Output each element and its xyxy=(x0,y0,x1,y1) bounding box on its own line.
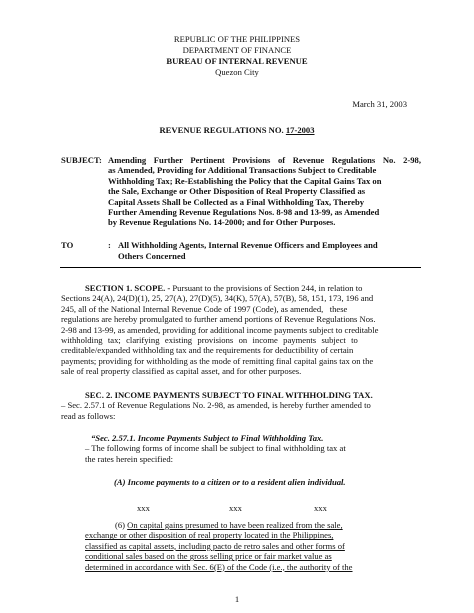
paragraph-6-line: conditional sales based on the gross selling price or fair market value as xyxy=(85,551,332,562)
section-1-line: Sections 24(A), 24(D)(1), 25, 27(A), 27(D)(5), 34(K), 57(A), 57(B), 58, 151, 173, 196 and xyxy=(61,293,374,304)
quoted-line: the rates herein specified: xyxy=(85,453,174,464)
subject-line: as Amended, Providing for Additional Transactions Subject to Creditable xyxy=(108,165,377,176)
page-number: 1 xyxy=(234,594,240,604)
section-2-line: – Sec. 2.57.1 of Revenue Regulations No. 2-98, as amended, is hereby further amended to xyxy=(61,400,371,411)
regulation-number: 17-2003 xyxy=(285,125,315,135)
header-city: Quezon City xyxy=(215,67,259,77)
subject-line: by Revenue Regulations No. 14-2000; and for Other Purposes. xyxy=(108,217,336,228)
paragraph-6-line: determined in accordance with Sec. 6(E) of the Code (i.e., the authority of the xyxy=(85,561,353,572)
section-1-first-line xyxy=(61,283,423,293)
section-1 xyxy=(61,283,423,377)
subheading-a: (A) Income payments to a citizen or to a resident alien individual. xyxy=(114,477,346,487)
paragraph-6-line: classified as capital assets, including pacto de retro sales and other forms of xyxy=(85,540,345,551)
to-colon: : xyxy=(108,240,111,250)
section-1-line: regulations are hereby promulgated to further amend portions of Revenue Regulations Nos. xyxy=(61,314,376,325)
section-1-line: withholding tax; clarifying existing provisions on income payments subject to xyxy=(61,335,358,346)
paragraph-6-line: exchange or other disposition of real property located in the Philippines, xyxy=(85,530,334,541)
section-1-line: Pursuant to the provisions of Section 244, in relation to xyxy=(172,283,363,293)
subject-text xyxy=(108,155,421,228)
quoted-section xyxy=(85,433,423,464)
paragraph-6 xyxy=(85,520,423,572)
paragraph-6-line: (6) On capital gains presumed to have been realized from the sale, xyxy=(115,520,343,530)
section-1-line: 2-98 and 13-99, as amended, providing for additional income payments subject to creditable xyxy=(61,324,379,335)
header-bureau: BUREAU OF INTERNAL REVENUE xyxy=(166,56,308,66)
section-1-line: sale of real property classified as capital asset, and for other purposes. xyxy=(61,366,302,377)
to-line-1: All Withholding Agents, Internal Revenue Officers and Employees and xyxy=(118,240,378,250)
to-line-2: Others Concerned xyxy=(118,250,186,261)
section-1-line: payments; providing for withholding as the mode of remitting final capital gains tax on the xyxy=(61,355,374,366)
section-2-heading: SEC. 2. INCOME PAYMENTS SUBJECT TO FINAL WITHHOLDING TAX. xyxy=(85,390,373,400)
subject-line: Amending Further Pertinent Provisions of Revenue Regulations No. 2-98, xyxy=(108,155,421,165)
ellipsis-marker: xxx xyxy=(314,503,327,513)
subject-line: the Sale, Exchange or Other Disposition of Real Property Classified as xyxy=(108,186,366,197)
header-department: DEPARTMENT OF FINANCE xyxy=(182,45,292,55)
quoted-line: – The following forms of income shall be subject to final withholding tax at xyxy=(85,443,346,454)
section-1-heading: SECTION 1. SCOPE. - xyxy=(85,283,171,293)
divider-line xyxy=(60,267,421,268)
ellipsis-marker: xxx xyxy=(229,503,242,513)
subject-label: SUBJECT: xyxy=(61,155,102,165)
section-2-line: read as follows: xyxy=(61,410,116,421)
section-2 xyxy=(61,390,423,421)
to-label: TO xyxy=(61,240,74,250)
subject-line: Further Amending Revenue Regulations Nos. 8-98 and 13-99, as Amended xyxy=(108,207,380,218)
regulation-title xyxy=(0,125,474,135)
document-date: March 31, 2003 xyxy=(352,99,407,109)
section-1-line: 245, all of the National Internal Revenue Code of 1997 (Code), as amended, these xyxy=(61,303,348,314)
regulation-title-prefix: REVENUE REGULATIONS NO. xyxy=(159,125,284,135)
ellipsis-marker: xxx xyxy=(137,503,150,513)
header-republic: REPUBLIC OF THE PHILIPPINES xyxy=(173,34,301,44)
quoted-heading: “Sec. 2.57.1. Income Payments Subject to Final Withholding Tax. xyxy=(91,433,324,443)
subject-line: Capital Assets Shall be Collected as a Final Withholding Tax, Thereby xyxy=(108,196,365,207)
section-1-line: creditable/expanded withholding tax and the requirements for deductibility of certain xyxy=(61,345,354,356)
subject-line: Withholding Tax; Re-Establishing the Policy that the Capital Gains Tax on xyxy=(108,175,382,186)
